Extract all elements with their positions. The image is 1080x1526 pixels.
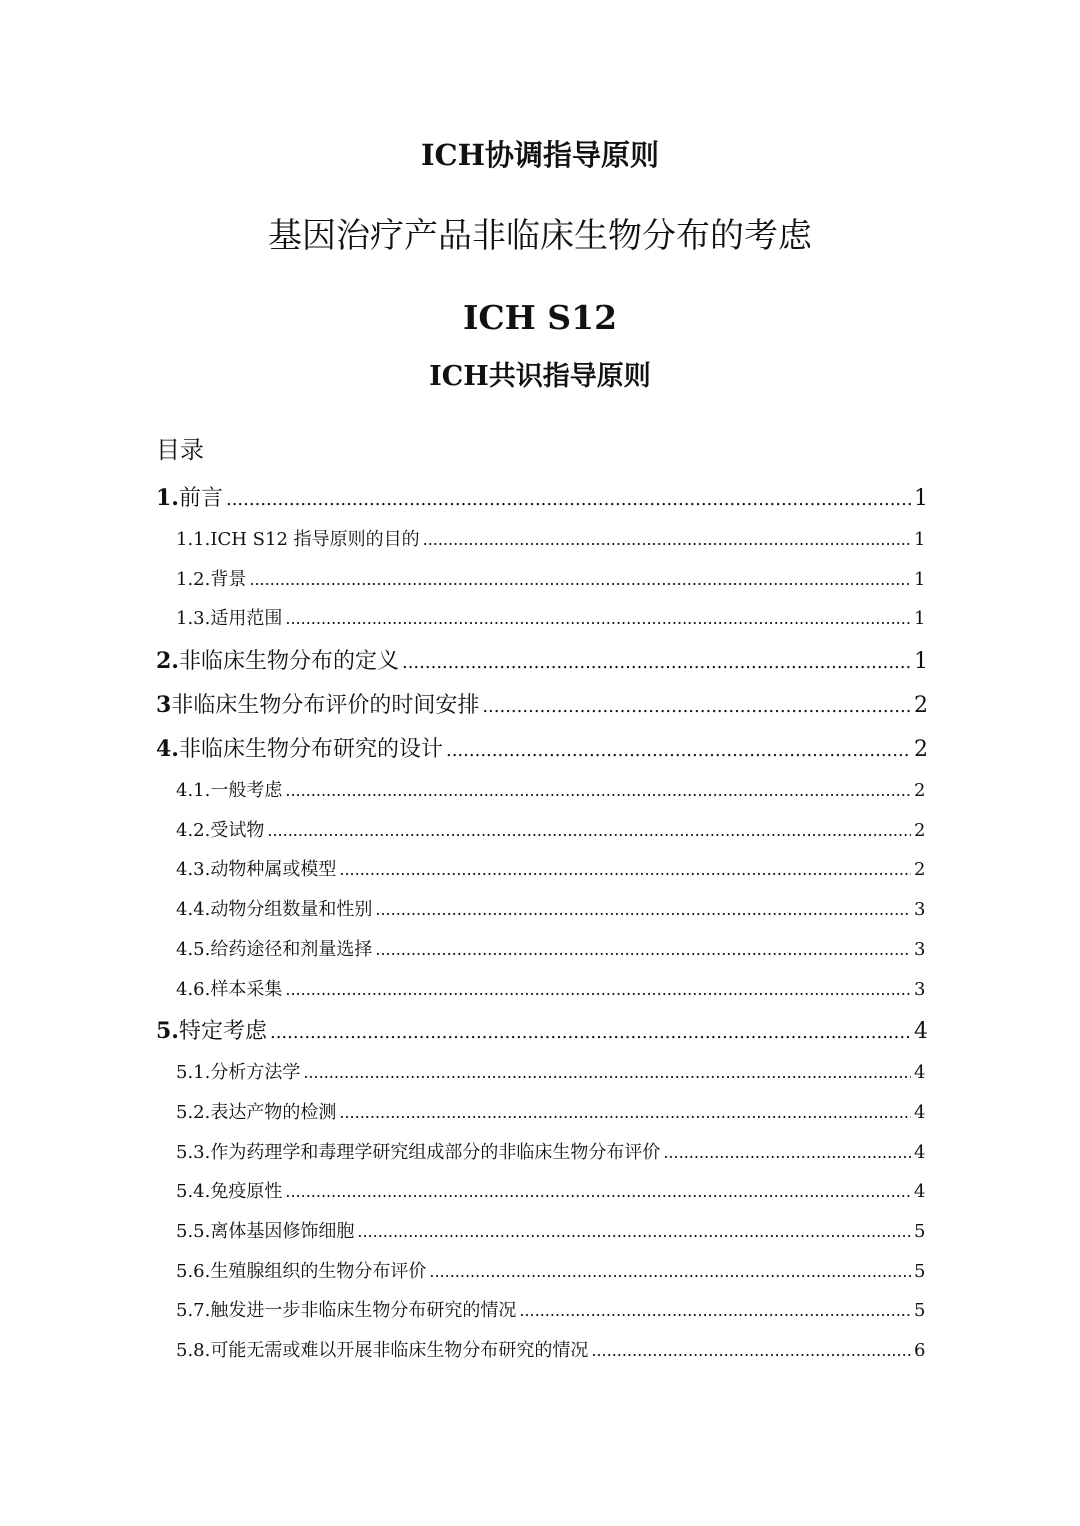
toc-entry-number: 5.1.	[176, 1062, 211, 1084]
toc-entry-label: 受试物	[210, 819, 265, 841]
toc-entry-label: 触发进一步非临床生物分布研究的情况	[210, 1300, 517, 1322]
toc-section-entry[interactable]	[156, 683, 928, 727]
toc-entry-label: 非临床生物分布研究的设计	[178, 737, 443, 763]
toc-subsection-entry[interactable]	[156, 1093, 924, 1133]
toc-page-number: 4	[914, 1101, 926, 1123]
toc-subsection-entry[interactable]	[156, 850, 924, 890]
toc-entry-number: 5.5.	[176, 1220, 211, 1242]
toc-entry-label: 生殖腺组织的生物分布评价	[210, 1260, 427, 1282]
toc-page-number: 2	[914, 693, 928, 719]
toc-dot-leader	[429, 1252, 911, 1292]
toc-entry-label: ICH S12 指导原则的目的	[210, 529, 420, 550]
toc-dot-leader	[285, 771, 911, 811]
toc-entry-number: 5.4.	[176, 1181, 211, 1203]
toc-page-number: 1	[914, 568, 926, 590]
toc-page-number: 4	[914, 1062, 926, 1084]
toc-entry-label: 特定考虑	[178, 1019, 267, 1045]
toc-subsection-entry[interactable]	[156, 1331, 924, 1371]
toc-entry-number: 1.3.	[176, 608, 211, 630]
toc-entry-number: 1.2.	[176, 568, 211, 590]
toc-page-number: 5	[914, 1260, 926, 1282]
toc-page-number: 6	[914, 1340, 926, 1361]
toc-entry-number: 2.	[156, 648, 179, 675]
toc-entry-label: 样本采集	[210, 978, 283, 1000]
toc-dot-leader	[285, 1172, 911, 1212]
toc-title: 目录	[156, 436, 204, 464]
toc-subsection-entry[interactable]	[156, 890, 924, 930]
table-of-contents	[156, 476, 928, 1371]
toc-entry-label: 动物种属或模型	[210, 859, 337, 881]
toc-entry-label: 离体基因修饰细胞	[210, 1220, 355, 1242]
toc-dot-leader	[226, 478, 911, 522]
toc-dot-leader	[423, 520, 911, 560]
toc-dot-leader	[375, 930, 911, 970]
toc-dot-leader	[267, 811, 911, 851]
toc-page-number: 4	[914, 1019, 928, 1045]
toc-subsection-entry[interactable]	[156, 1291, 924, 1331]
toc-page-number: 3	[914, 899, 926, 921]
toc-page-number: 1	[914, 486, 928, 511]
toc-entry-label: 背景	[210, 568, 247, 590]
toc-subsection-entry[interactable]	[156, 1212, 924, 1252]
toc-dot-leader	[339, 850, 911, 890]
toc-entry-label: 非临床生物分布评价的时间安排	[171, 693, 480, 719]
toc-entry-number: 5.8.	[176, 1340, 211, 1361]
toc-subsection-entry[interactable]	[156, 771, 924, 811]
toc-section-entry[interactable]	[156, 727, 928, 771]
toc-entry-number: 5.	[156, 1018, 179, 1045]
toc-entry-number: 4.2.	[176, 819, 211, 841]
toc-page-number: 1	[914, 608, 926, 630]
toc-page-number: 1	[914, 529, 926, 550]
toc-dot-leader	[446, 729, 911, 773]
toc-section-entry[interactable]	[156, 1009, 928, 1053]
toc-section-entry[interactable]	[156, 476, 928, 520]
toc-subsection-entry[interactable]	[156, 599, 924, 639]
toc-page-number: 4	[914, 1181, 926, 1203]
toc-entry-number: 5.7.	[176, 1300, 211, 1322]
toc-page-number: 2	[914, 780, 926, 802]
toc-page-number: 2	[914, 737, 928, 763]
toc-entry-number: 3	[156, 692, 172, 719]
toc-entry-label: 一般考虑	[210, 780, 283, 802]
toc-page-number: 5	[914, 1300, 926, 1322]
toc-subsection-entry[interactable]	[156, 1172, 924, 1212]
toc-dot-leader	[519, 1291, 911, 1331]
toc-entry-number: 4.3.	[176, 859, 211, 881]
toc-entry-number: 1.1.	[176, 529, 211, 550]
toc-subsection-entry[interactable]	[156, 520, 924, 560]
toc-page-number: 2	[914, 819, 926, 841]
toc-entry-label: 动物分组数量和性别	[210, 899, 373, 921]
toc-entry-number: 4.	[156, 736, 179, 763]
document-title: 基因治疗产品非临床生物分布的考虑	[268, 216, 812, 256]
toc-page-number: 3	[914, 938, 926, 960]
toc-dot-leader	[303, 1053, 911, 1093]
toc-entry-label: 分析方法学	[210, 1062, 301, 1084]
toc-entry-label: 免疫原性	[210, 1181, 283, 1203]
toc-subsection-entry[interactable]	[156, 811, 924, 851]
toc-page-number: 2	[914, 859, 926, 881]
toc-entry-label: 表达产物的检测	[210, 1101, 337, 1123]
toc-dot-leader	[375, 890, 911, 930]
consensus-guideline-heading: ICH共识指导原则	[429, 361, 651, 392]
toc-subsection-entry[interactable]	[156, 1252, 924, 1292]
toc-dot-leader	[285, 599, 911, 639]
toc-subsection-entry[interactable]	[156, 560, 924, 600]
toc-dot-leader	[339, 1093, 911, 1133]
guideline-type-heading: ICH协调指导原则	[420, 138, 660, 172]
toc-entry-label: 前言	[178, 486, 223, 511]
toc-entry-number: 5.3.	[176, 1141, 211, 1163]
toc-dot-leader	[663, 1133, 911, 1173]
toc-dot-leader	[249, 560, 911, 600]
toc-entry-label: 适用范围	[210, 608, 283, 630]
toc-page-number: 4	[914, 1141, 926, 1163]
toc-dot-leader	[270, 1011, 911, 1055]
toc-entry-number: 1.	[156, 485, 179, 511]
toc-subsection-entry[interactable]	[156, 1053, 924, 1093]
toc-entry-label: 作为药理学和毒理学研究组成部分的非临床生物分布评价	[210, 1141, 661, 1163]
toc-dot-leader	[357, 1212, 911, 1252]
toc-subsection-entry[interactable]	[156, 970, 924, 1010]
toc-entry-number: 4.1.	[176, 780, 211, 802]
toc-entry-label: 非临床生物分布的定义	[178, 649, 399, 675]
toc-dot-leader	[285, 970, 911, 1010]
toc-section-entry[interactable]	[156, 639, 928, 683]
toc-entry-number: 5.6.	[176, 1260, 211, 1282]
toc-subsection-entry[interactable]	[156, 1133, 924, 1173]
toc-entry-number: 5.2.	[176, 1101, 211, 1123]
document-code: ICH S12	[462, 298, 618, 337]
toc-page-number: 3	[914, 978, 926, 1000]
toc-entry-label: 给药途径和剂量选择	[210, 938, 373, 960]
toc-entry-number: 4.4.	[176, 899, 211, 921]
toc-dot-leader	[591, 1331, 911, 1371]
toc-entry-number: 4.5.	[176, 938, 211, 960]
toc-dot-leader	[482, 685, 911, 729]
toc-entry-label: 可能无需或难以开展非临床生物分布研究的情况	[210, 1340, 589, 1361]
toc-dot-leader	[402, 641, 911, 685]
toc-page-number: 5	[914, 1220, 926, 1242]
toc-page-number: 1	[914, 649, 928, 675]
toc-subsection-entry[interactable]	[156, 930, 924, 970]
toc-entry-number: 4.6.	[176, 978, 211, 1000]
